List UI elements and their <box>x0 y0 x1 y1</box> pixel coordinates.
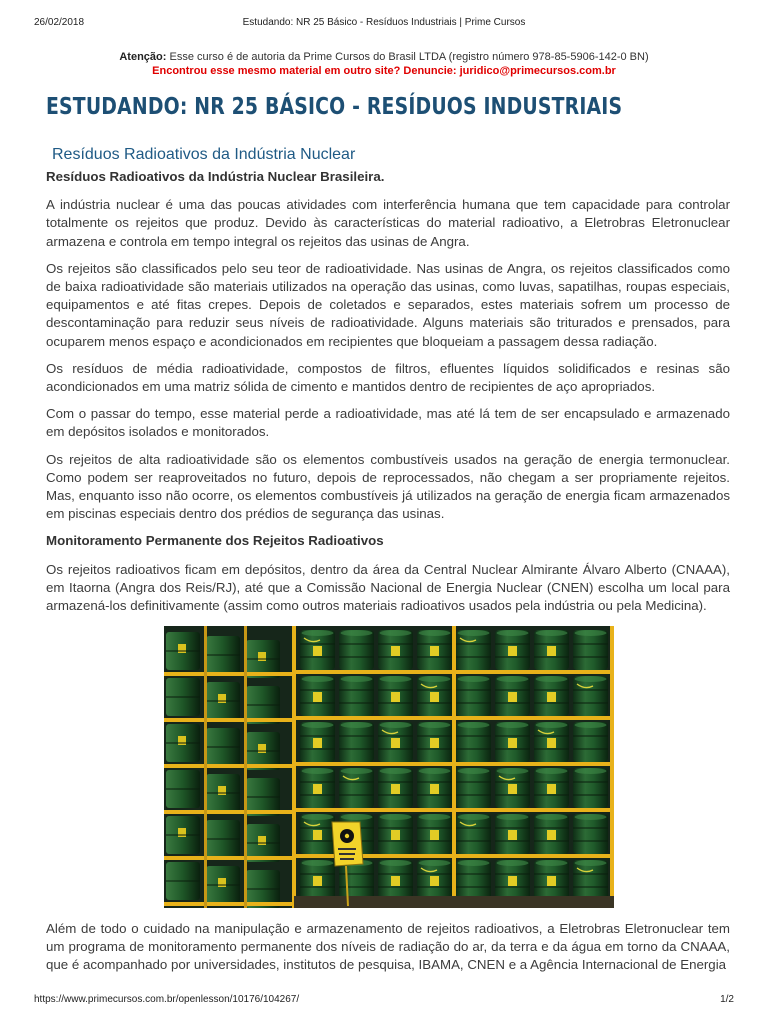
print-date: 26/02/2018 <box>34 17 85 28</box>
drums-illustration <box>164 626 614 908</box>
shelf-post <box>452 626 456 908</box>
lesson-subtitle: Resíduos Radioativos da Indústria Nuclear <box>52 146 356 163</box>
paragraph: Com o passar do tempo, esse material perde a radioatividade, mas até lá tem de ser encapsulado e armazenado em depósitos isolados e monitorados. <box>46 406 730 440</box>
shelf-beam <box>164 810 294 814</box>
footer-url: https://www.primecursos.com.br/openlesson/10176/104267/ <box>34 994 300 1005</box>
shelf-beam <box>164 856 294 860</box>
drum-label <box>391 784 400 794</box>
drum-label <box>313 830 322 840</box>
shelf-post <box>204 626 207 908</box>
paragraph: Os rejeitos são classificados pelo seu teor de radioatividade. Nas usinas de Angra, os rejeitos classificados como de baixa radioatividade são materiais utilizados na operação das usinas, como luvas, sapatilhas, roupas especiais, equipamentos e até fitas crepes. Depois de coletados e separados, estes materiais sofrem um processo de descontaminação para reduzir seus níveis de radioatividade. Alguns materiais são triturados e prensados, para ocuparem menos espaço e acondicionados em recipientes que bloqueiam a passagem dessa radiação. <box>46 260 730 349</box>
shelf-beam <box>164 902 294 906</box>
shelf-post <box>244 626 247 908</box>
shelf-post <box>610 626 614 908</box>
drum-label <box>547 830 556 840</box>
drum-label <box>313 738 322 748</box>
radioactive-waste-drums-photo <box>164 626 614 908</box>
drum-label <box>218 878 226 887</box>
shelf-beam <box>164 764 294 768</box>
drum-label <box>258 652 266 661</box>
paragraph: Os rejeitos radioativos ficam em depósitos, dentro da área da Central Nuclear Almirante Álvaro Alberto (CNAAA), em Itaorna (Angra dos Reis/RJ), até que a Comissão Nacional de Energia Nuclear (CNEN) escolha um local para armazená-los definitivamente (assim como outros materiais radioativos usados pela indústria ou pela Medicina). <box>46 561 730 614</box>
paragraph: Os resíduos de média radioatividade, compostos de filtros, efluentes líquidos solidificados e resinas são acondicionados em uma matriz sólida de cimento e mantidos dentro de recipientes de aço apropriados. <box>46 360 730 395</box>
drum-label <box>258 744 266 753</box>
copyright-notice <box>0 50 768 78</box>
drum-label <box>178 736 186 745</box>
drum-label <box>313 876 322 886</box>
drum-label <box>391 876 400 886</box>
shelf-beam <box>164 718 294 722</box>
drum-label <box>547 738 556 748</box>
drum-label <box>391 738 400 748</box>
drum-label <box>218 786 226 795</box>
drum-label <box>430 876 439 886</box>
page-title: ESTUDANDO: NR 25 BÁSICO - RESÍDUOS INDUSTRIAIS <box>46 94 623 120</box>
drum-label <box>313 784 322 794</box>
drum-label <box>258 836 266 845</box>
paragraph-after-image: Além de todo o cuidado na manipulação e armazenamento de rejeitos radioativos, a Eletrobras Eletronuclear tem um programa de monitoramento permanente dos níveis de radiação do ar, da terra e da água em torno da CNAAA, que é acompanhado por universidades, institutos de pesquisa, IBAMA, CNEN e a Agência Internacional de Energia <box>46 921 730 973</box>
drum-label <box>313 692 322 702</box>
drum-label <box>547 646 556 656</box>
drum-label <box>508 830 517 840</box>
section-heading: Monitoramento Permanente dos Rejeitos Radioativos <box>46 533 384 549</box>
drum-label <box>178 828 186 837</box>
drum-label <box>508 646 517 656</box>
drum-label <box>430 646 439 656</box>
drum-label <box>430 738 439 748</box>
drum-label <box>508 784 517 794</box>
article-lead: Resíduos Radioativos da Indústria Nuclear Brasileira. <box>46 169 385 184</box>
shelf-beam <box>164 672 294 676</box>
drum-label <box>430 830 439 840</box>
paragraph: Os rejeitos de alta radioatividade são os elementos combustíveis usados na geração de energia termonuclear. Como podem ser reaproveitados no futuro, depois de reprocessados, não chegam a ser propriamente rejeitos. Mas, enquanto isso não ocorre, os elementos combustíveis já utilizados na geração de energia ficam armazenados em piscinas especiais dentro dos prédios de segurança das usinas. <box>46 451 730 522</box>
article-body <box>46 168 730 624</box>
drum-label <box>391 830 400 840</box>
drum-label <box>391 692 400 702</box>
report-link[interactable]: Encontrou esse mesmo material em outro site? Denuncie: juridico@primecursos.com.br <box>152 65 616 77</box>
paragraph: A indústria nuclear é uma das poucas atividades com interferência humana que tem capacidade para controlar totalmente os rejeitos que produz. Devido às características do material radioativo, a Eletrobras Eletronuclear armazena e controla em tempo integral os rejeitos das usinas de Angra. <box>46 197 730 249</box>
drum-label <box>218 694 226 703</box>
notice-label: Atenção: <box>119 51 167 63</box>
drum-label <box>391 646 400 656</box>
footer-page-number: 1/2 <box>720 994 734 1005</box>
notice-text: Esse curso é de autoria da Prime Cursos do Brasil LTDA (registro número 978-85-5906-142-0 BN) <box>169 51 649 63</box>
print-page-title: Estudando: NR 25 Básico - Resíduos Industriais | Prime Cursos <box>242 17 526 28</box>
drum-label <box>547 692 556 702</box>
drum-label <box>178 644 186 653</box>
drum-label <box>508 738 517 748</box>
drum-label <box>430 784 439 794</box>
drum-label <box>547 784 556 794</box>
drum-label <box>547 876 556 886</box>
floor <box>294 896 614 908</box>
drum-label <box>430 692 439 702</box>
drum-label <box>508 876 517 886</box>
shelf-post <box>292 626 296 908</box>
drum-label <box>508 692 517 702</box>
drum-label <box>313 646 322 656</box>
